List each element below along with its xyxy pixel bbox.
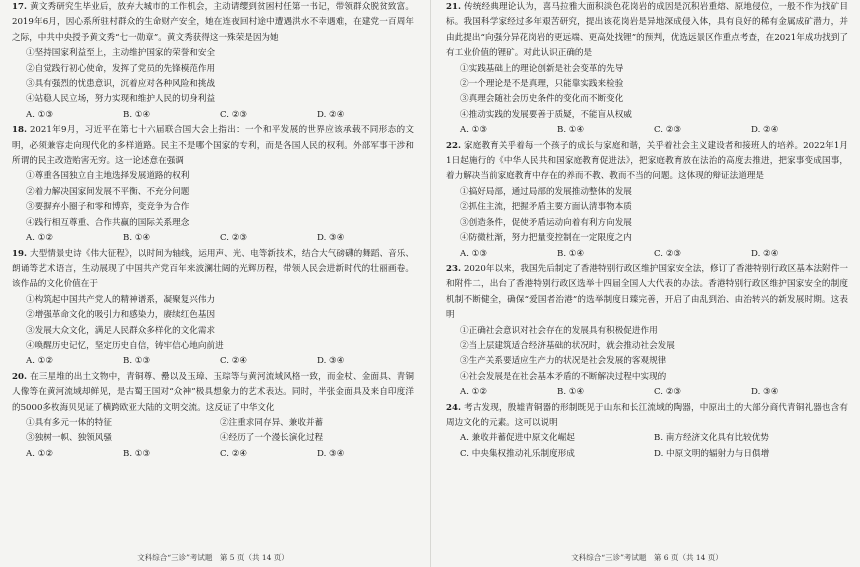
answer-options xyxy=(12,108,414,123)
statement: ④站稳人民立场，努力实现和维护人民的切身利益 xyxy=(26,94,216,105)
statement: ④唤醒历史记忆，坚定历史自信，铸牢信心地向前进 xyxy=(26,340,224,351)
statement: ①正确社会意识对社会存在的发展具有积极促进作用 xyxy=(460,325,658,336)
question-number: 24. xyxy=(446,402,461,413)
option-b: B. 南方经济文化具有比较优势 xyxy=(654,433,769,444)
option-c: C. ②④ xyxy=(220,356,248,367)
option-c: C. ②③ xyxy=(654,387,682,398)
question-19 xyxy=(12,247,414,370)
answer-options xyxy=(12,354,414,369)
option-b: B. ①④ xyxy=(557,387,585,398)
question-number: 17. xyxy=(12,2,27,12)
statement: ①实践基础上的理论创新是社会变革的先导 xyxy=(460,63,624,74)
statement: ④防微杜渐，努力把量变控制在一定限度之内 xyxy=(460,233,632,244)
question-stem: 传统经典理论认为，喜马拉雅大面积淡色花岗岩的成因是沉积岩重熔、原地侵位，一般不作为找矿目标。我国科学家经过多年艰苦研究，提出该花岗岩是异地深成侵入体，具有良好的稀有金属成矿潜力，并由此提出“向强分异花岗岩的更远端、更高处找锂”的预判，优选远景区作重点考查，在2021年成功找到了有工业价值的锂矿。对此认识正确的是 xyxy=(446,2,848,59)
statement: ②一个理论是不是真理，只能靠实践来检验 xyxy=(460,79,624,90)
statement: ③真理会随社会历史条件的变化而不断变化 xyxy=(460,94,624,105)
option-a: A. ①③ xyxy=(460,248,488,259)
option-d: D. ②④ xyxy=(751,125,779,136)
question-number: 20. xyxy=(12,371,27,382)
question-23 xyxy=(446,262,848,401)
option-a: A. ①③ xyxy=(26,109,54,120)
statement: ①坚持国家利益至上，主动维护国家的荣誉和安全 xyxy=(26,48,216,59)
option-c: C. ②③ xyxy=(654,248,682,259)
option-a: A. ①③ xyxy=(460,125,488,136)
option-a: A. ①② xyxy=(26,356,54,367)
statement: ③生产关系要适应生产力的状况是社会发展的客观规律 xyxy=(460,356,667,367)
question-20 xyxy=(12,370,414,462)
statement: ③要摒弃小圈子和零和博弈，变竞争为合作 xyxy=(26,202,190,213)
statement: ②当上层建筑适合经济基础的状况时，就会推动社会发展 xyxy=(460,340,675,351)
answer-options xyxy=(446,247,848,262)
statement: ④推动实践的发展要善于质疑，不能盲从权威 xyxy=(460,109,632,120)
option-c: C. 中央集权推动礼乐制度形成 xyxy=(460,448,575,459)
left-page xyxy=(6,0,420,567)
statement: ①尊重各国独立自主地选择发展道路的权利 xyxy=(26,171,190,182)
question-number: 23. xyxy=(446,263,461,274)
statement: ①构筑起中国共产党人的精神谱系，凝聚复兴伟力 xyxy=(26,294,216,305)
statement: ①具有多元一体的特征 xyxy=(26,417,112,428)
statement: ②抓住主流，把握矛盾主要方面认清事物本质 xyxy=(460,202,632,213)
statement: ④经历了一个漫长演化过程 xyxy=(220,433,324,444)
option-a: A. ①② xyxy=(26,448,54,459)
statement: ②自觉践行初心使命，发挥了党员的先锋模范作用 xyxy=(26,63,216,74)
question-number: 21. xyxy=(446,2,461,12)
statement: ③发展大众文化，满足人民群众多样化的文化需求 xyxy=(26,325,216,336)
option-d: D. ③④ xyxy=(317,356,345,367)
answer-options xyxy=(446,431,848,462)
question-stem: 考古发现，殷墟青铜器的形制既见于山东和长江流域的陶器，中原出土的大部分商代青铜礼器也含有周边文化的元素。这可以说明 xyxy=(446,402,848,428)
statement: ①搞好局部，通过局部的发展推动整体的发展 xyxy=(460,186,632,197)
answer-options xyxy=(446,123,848,138)
page-footer: 文科综合“三诊”考试题 第 6 页（共 14 页） xyxy=(571,553,723,562)
answer-options xyxy=(12,231,414,246)
option-d: D. 中原文明的辐射力与日俱增 xyxy=(654,448,770,459)
question-stem: 黄文秀研究生毕业后，放弃大城市的工作机会，主动请缨到贫困村任第一书记，带领群众脱贫致富。2019年6月，因心系所驻村群众的生命财产安全，她在连夜回村途中遭遇洪水不幸遇难，在建党一百周年之际，中共中央授予黄文秀“七一勋章”。黄文秀获得这一殊荣是因为她 xyxy=(12,2,414,43)
answer-options xyxy=(12,447,414,462)
answer-options xyxy=(446,385,848,400)
statement: ③创造条件，促使矛盾运动向着有利方向发展 xyxy=(460,217,632,228)
option-a: A. ①② xyxy=(460,387,488,398)
option-d: D. ②④ xyxy=(751,248,779,259)
question-17 xyxy=(12,0,414,123)
question-stem: 大型情景史诗《伟大征程》，以时间为轴线，运用声、光、电等新技术，结合大气磅礴的舞蹈、音乐、朗诵等艺术语言，生动展现了中国共产党百年来波澜壮阔的光辉历程，带领人民会进新时代的壮丽画卷。该作品的文化价值在于 xyxy=(12,248,414,290)
question-18 xyxy=(12,123,414,246)
option-b: B. ①④ xyxy=(123,233,151,244)
statement-grid xyxy=(12,416,414,447)
option-b: B. ①④ xyxy=(557,248,585,259)
option-a: A. ①② xyxy=(26,233,54,244)
option-b: B. ①④ xyxy=(123,109,151,120)
option-a: A. 兼收并蓄促进中原文化崛起 xyxy=(460,433,575,444)
question-24 xyxy=(446,401,848,463)
option-d: D. ③④ xyxy=(317,233,345,244)
option-d: D. ③④ xyxy=(751,387,779,398)
option-b: B. ①④ xyxy=(557,125,585,136)
statement: ②着力解决国家间发展不平衡、不充分问题 xyxy=(26,186,190,197)
question-21 xyxy=(446,0,848,139)
question-number: 19. xyxy=(12,248,27,259)
statement: ②注重求同存异、兼收并蓄 xyxy=(220,417,324,428)
statement: ③具有强烈的忧患意识，沉着应对各种风险和挑战 xyxy=(26,79,216,90)
option-c: C. ②④ xyxy=(220,448,248,459)
option-c: C. ②③ xyxy=(220,233,248,244)
statement: ③独树一帜、独领风骚 xyxy=(26,433,112,444)
option-b: B. ①③ xyxy=(123,356,151,367)
option-d: D. ③④ xyxy=(317,448,345,459)
question-stem: 2021年9月，习近平在第七十六届联合国大会上指出：一个和平发展的世界应该承载不同形态的文明，必须兼容走向现代化的多样道路。民主不是哪个国家的专利，而是各国人民的权利。外部军事干涉和所谓的民主改造贻害无穷。这一论述意在强调 xyxy=(12,125,414,167)
option-d: D. ②④ xyxy=(317,109,345,120)
option-c: C. ②③ xyxy=(654,125,682,136)
question-stem: 在三星堆的出土文物中，青铜尊、罍以及玉璋、玉琮等与黄河流域风格一致，而金杖、金面具、青铜人像等在黄河流域却鲜见，是古蜀王国对“众神”极具想象力的艺术表达。同时，半张金面具及来自印度洋的5000多枚海贝见证了横跨欧亚大陆的文明交流。这反证了中华文化 xyxy=(12,371,414,413)
statement: ②增强革命文化的吸引力和感染力，赓续红色基因 xyxy=(26,310,216,321)
question-number: 22. xyxy=(446,140,461,151)
right-page xyxy=(440,0,854,567)
page-footer: 文科综合“三诊”考试题 第 5 页（共 14 页） xyxy=(137,553,289,562)
question-number: 18. xyxy=(12,125,27,136)
page-divider xyxy=(430,0,431,567)
question-stem: 2020年以来，我国先后制定了香港特别行政区维护国家安全法，修订了香港特别行政区基本法附件一和附件二，出台了香港特别行政区选举十四届全国人大代表的办法。香港特别行政区维护国家安全的制度机制不断健全，确保“爱国者治港”的选举制度日臻完善，开启了由乱到治、由治转兴的新发展时期。这表明 xyxy=(446,263,848,321)
option-c: C. ②③ xyxy=(220,109,248,120)
statement: ④社会发展是在社会基本矛盾的不断解决过程中实现的 xyxy=(460,371,667,382)
question-stem: 家庭教育关乎着每一个孩子的成长与家庭和谐，关乎着社会主义建设者和接班人的培养。2022年1月1日起施行的《中华人民共和国家庭教育促进法》，把家庭教育放在法治的高度去推进，把家事变成国事，着力解决当前家庭教育中存在的养而不教、教而不当的问题。这体现的辩证法道理是 xyxy=(446,140,848,182)
option-b: B. ①③ xyxy=(123,448,151,459)
question-22 xyxy=(446,139,848,262)
statement: ④践行相互尊重、合作共赢的国际关系理念 xyxy=(26,217,190,228)
